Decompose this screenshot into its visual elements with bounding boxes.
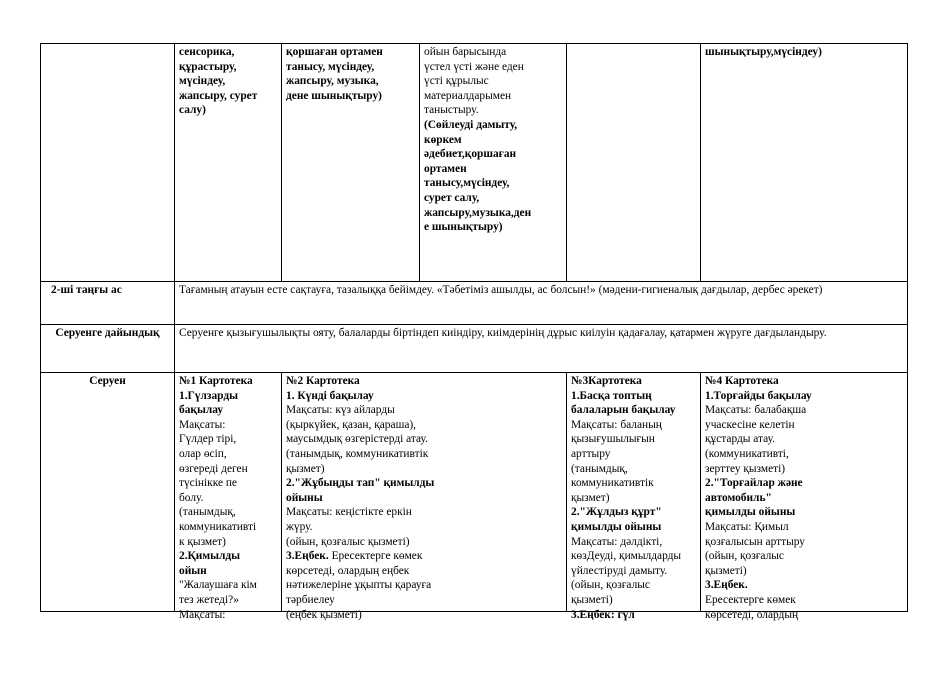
- card-line: Мақсаты: баланың: [571, 418, 662, 431]
- card-line: (коммуникативті,: [705, 447, 789, 460]
- text-line: шынықтыру,мүсіндеу): [705, 46, 822, 58]
- card-line: Мақсаты: балабақша: [705, 404, 807, 417]
- card-line: коммуникативтік: [571, 477, 654, 490]
- table-row-activities: [41, 44, 908, 282]
- text-line: жапсыру, музыка,: [286, 75, 379, 88]
- card-line: №4 Картотека: [705, 375, 779, 387]
- card-line: зерттеу қызметі): [705, 462, 786, 475]
- card-line: қимылды ойыны: [705, 506, 796, 519]
- card-line: қызметі): [705, 564, 747, 577]
- card-line: қызмет): [571, 491, 610, 504]
- card-line: №1 Картотека: [179, 375, 253, 387]
- card-4: [705, 374, 903, 621]
- cell-top-col3: [420, 44, 567, 282]
- text-line: сурет салу,: [424, 191, 480, 204]
- card-line: тез жетеді?»: [179, 593, 239, 606]
- text-line: әдебиет,қоршаған: [424, 148, 517, 161]
- card-line: түсінікке пе: [179, 477, 237, 490]
- card-line: жүру.: [286, 520, 313, 533]
- cell-walk-prep-text: Серуенге қызығушылықты ояту, балаларды біртіндеп киіндіру, киімдерінің дұрыс киілуін қадағалау, қатармен жүруге дағдыландыру.: [175, 325, 908, 373]
- cell-breakfast-text: Тағамның атауын есте сақтауға, тазалыққа бейімдеу. «Тәбетіміз ашылды, ас болсын!» (мәдени-гигиеналық дағдылар, дербес әрекет): [175, 282, 908, 325]
- cell-top-col5: [701, 44, 908, 282]
- cell-top-col1: [175, 44, 282, 282]
- text-line: үстел үсті және еден: [424, 60, 524, 73]
- text-line: дене шынықтыру): [286, 89, 382, 102]
- card-line: 1. Күнді бақылау: [286, 389, 374, 402]
- cell-top-col4: [567, 44, 701, 282]
- cell-top-col2: [282, 44, 420, 282]
- card-line: Гүлдер тірі,: [179, 433, 237, 446]
- card-line: тәрбиелеу: [286, 593, 335, 606]
- card-line: учаскесіне келетін: [705, 418, 795, 431]
- card-line: Мақсаты: кеңістікте еркін: [286, 506, 412, 519]
- card-line: (ойын, қозғалыс қызметі): [286, 535, 410, 548]
- card-line: қызмет): [286, 462, 325, 475]
- card-line: көрсетеді, олардың: [705, 608, 799, 621]
- card-line: көрсетеді, олардың еңбек: [286, 564, 410, 577]
- card-line: (ойын, қозғалыс: [571, 579, 650, 592]
- table-row-walk-prep: [41, 325, 908, 373]
- card-line: қимылды ойыны: [571, 520, 662, 533]
- card-line: Мақсаты:: [179, 418, 226, 431]
- card-line: Ересектерге көмек: [705, 593, 796, 606]
- row-label-walk: Серуен: [41, 373, 175, 612]
- schedule-table: [40, 43, 908, 621]
- text-line: құрастыру, мүсіндеу,: [179, 60, 237, 88]
- card-line: (танымдық, коммуникативтік: [286, 447, 429, 460]
- text-line: ойын барысында: [424, 46, 507, 58]
- row-label-breakfast: 2-ші таңғы ас: [41, 282, 175, 325]
- text-line: жапсыру,музыка,ден: [424, 206, 532, 219]
- card-line: қызығушылығын: [571, 433, 655, 446]
- table-row-breakfast: [41, 282, 908, 325]
- card-cell: [282, 373, 567, 621]
- card-line: (танымдық,: [571, 462, 628, 475]
- card-line: ойыны: [286, 491, 323, 504]
- card-line: нәтижелеріне ұқыпты қарауға: [286, 579, 432, 592]
- text-line: танысу,мүсіндеу,: [424, 177, 510, 190]
- card-line: "Жалаушаға кім: [179, 579, 257, 592]
- text-line: қоршаған ортамен: [286, 46, 383, 58]
- text-line: таныстыру.: [424, 104, 479, 117]
- card-line: к қызмет): [179, 535, 226, 548]
- text-line: ортамен: [424, 162, 467, 175]
- card-line: (ойын, қозғалыс: [705, 550, 784, 563]
- card-line: арттыру: [571, 447, 611, 460]
- card-cell: [567, 373, 701, 621]
- card-line: балаларын бақылау: [571, 404, 676, 417]
- card-line: көзДеуді, қимылдарды: [571, 550, 682, 563]
- card-line: 1.Торғайды бақылау: [705, 389, 812, 402]
- card-line: 3.Еңбек. Ересектерге көмек: [286, 550, 423, 563]
- card-line: (қыркүйек, қазан, қараша),: [286, 418, 417, 431]
- card-line: Мақсаты: Қимыл: [705, 520, 789, 533]
- card-line: №2 Картотека: [286, 375, 360, 387]
- text-line: танысу, мүсіндеу,: [286, 60, 375, 73]
- card-line: автомобиль": [705, 491, 772, 504]
- card-line: Мақсаты: күз айларды: [286, 404, 395, 417]
- card-line: 1.Гүлзарды: [179, 389, 238, 402]
- text-line: үсті құрылыс: [424, 75, 489, 88]
- card-line: коммуникативті: [179, 520, 257, 533]
- row-label-walk-prep: Серуенге дайындық: [41, 325, 175, 373]
- card-1: [179, 374, 277, 621]
- card-line: 2."Жұбыңды тап" қимылды: [286, 477, 435, 490]
- card-line: қызметі): [571, 593, 613, 606]
- card-line: 3.Еңбек.: [705, 579, 748, 592]
- card-cell: [701, 373, 908, 621]
- card-cell: [175, 373, 282, 621]
- card-2: [286, 374, 562, 621]
- card-line: құстарды атау.: [705, 433, 776, 446]
- card-line: 2.Қимылды: [179, 550, 241, 563]
- card-line: (танымдық,: [179, 506, 236, 519]
- card-line: 2."Торғайлар және: [705, 477, 803, 490]
- card-line: олар өсіп,: [179, 447, 227, 460]
- card-line: Мақсаты:: [179, 608, 226, 621]
- row-label-empty: [41, 44, 175, 282]
- text-line: жапсыру, сурет салу): [179, 89, 258, 117]
- card-line: өзгереді деген: [179, 462, 248, 475]
- card-line: қозғалысын арттыру: [705, 535, 805, 548]
- text-line: көркем: [424, 133, 462, 146]
- card-line: №3Картотека: [571, 375, 642, 387]
- text-line: (Сөйлеуді дамыту,: [424, 118, 518, 131]
- card-line: ойын: [179, 564, 207, 577]
- card-line: Мақсаты: дәлдікті,: [571, 535, 663, 548]
- card-3: [571, 374, 696, 621]
- card-line: 2."Жұлдыз құрт": [571, 506, 662, 519]
- card-line: үйлестіруді дамыту.: [571, 564, 668, 577]
- card-line: болу.: [179, 491, 204, 504]
- card-line: бақылау: [179, 404, 224, 417]
- text-line: сенсорика,: [179, 46, 235, 58]
- table-row-walk: [41, 373, 908, 612]
- text-line: е шынықтыру): [424, 221, 503, 234]
- card-line: 1.Басқа топтың: [571, 389, 652, 402]
- card-line: маусымдық өзгерістерді атау.: [286, 433, 428, 446]
- text-line: материалдарымен: [424, 89, 512, 102]
- card-line: 3.Еңбек: гүл: [571, 608, 635, 621]
- card-line: (еңбек қызметі): [286, 608, 362, 621]
